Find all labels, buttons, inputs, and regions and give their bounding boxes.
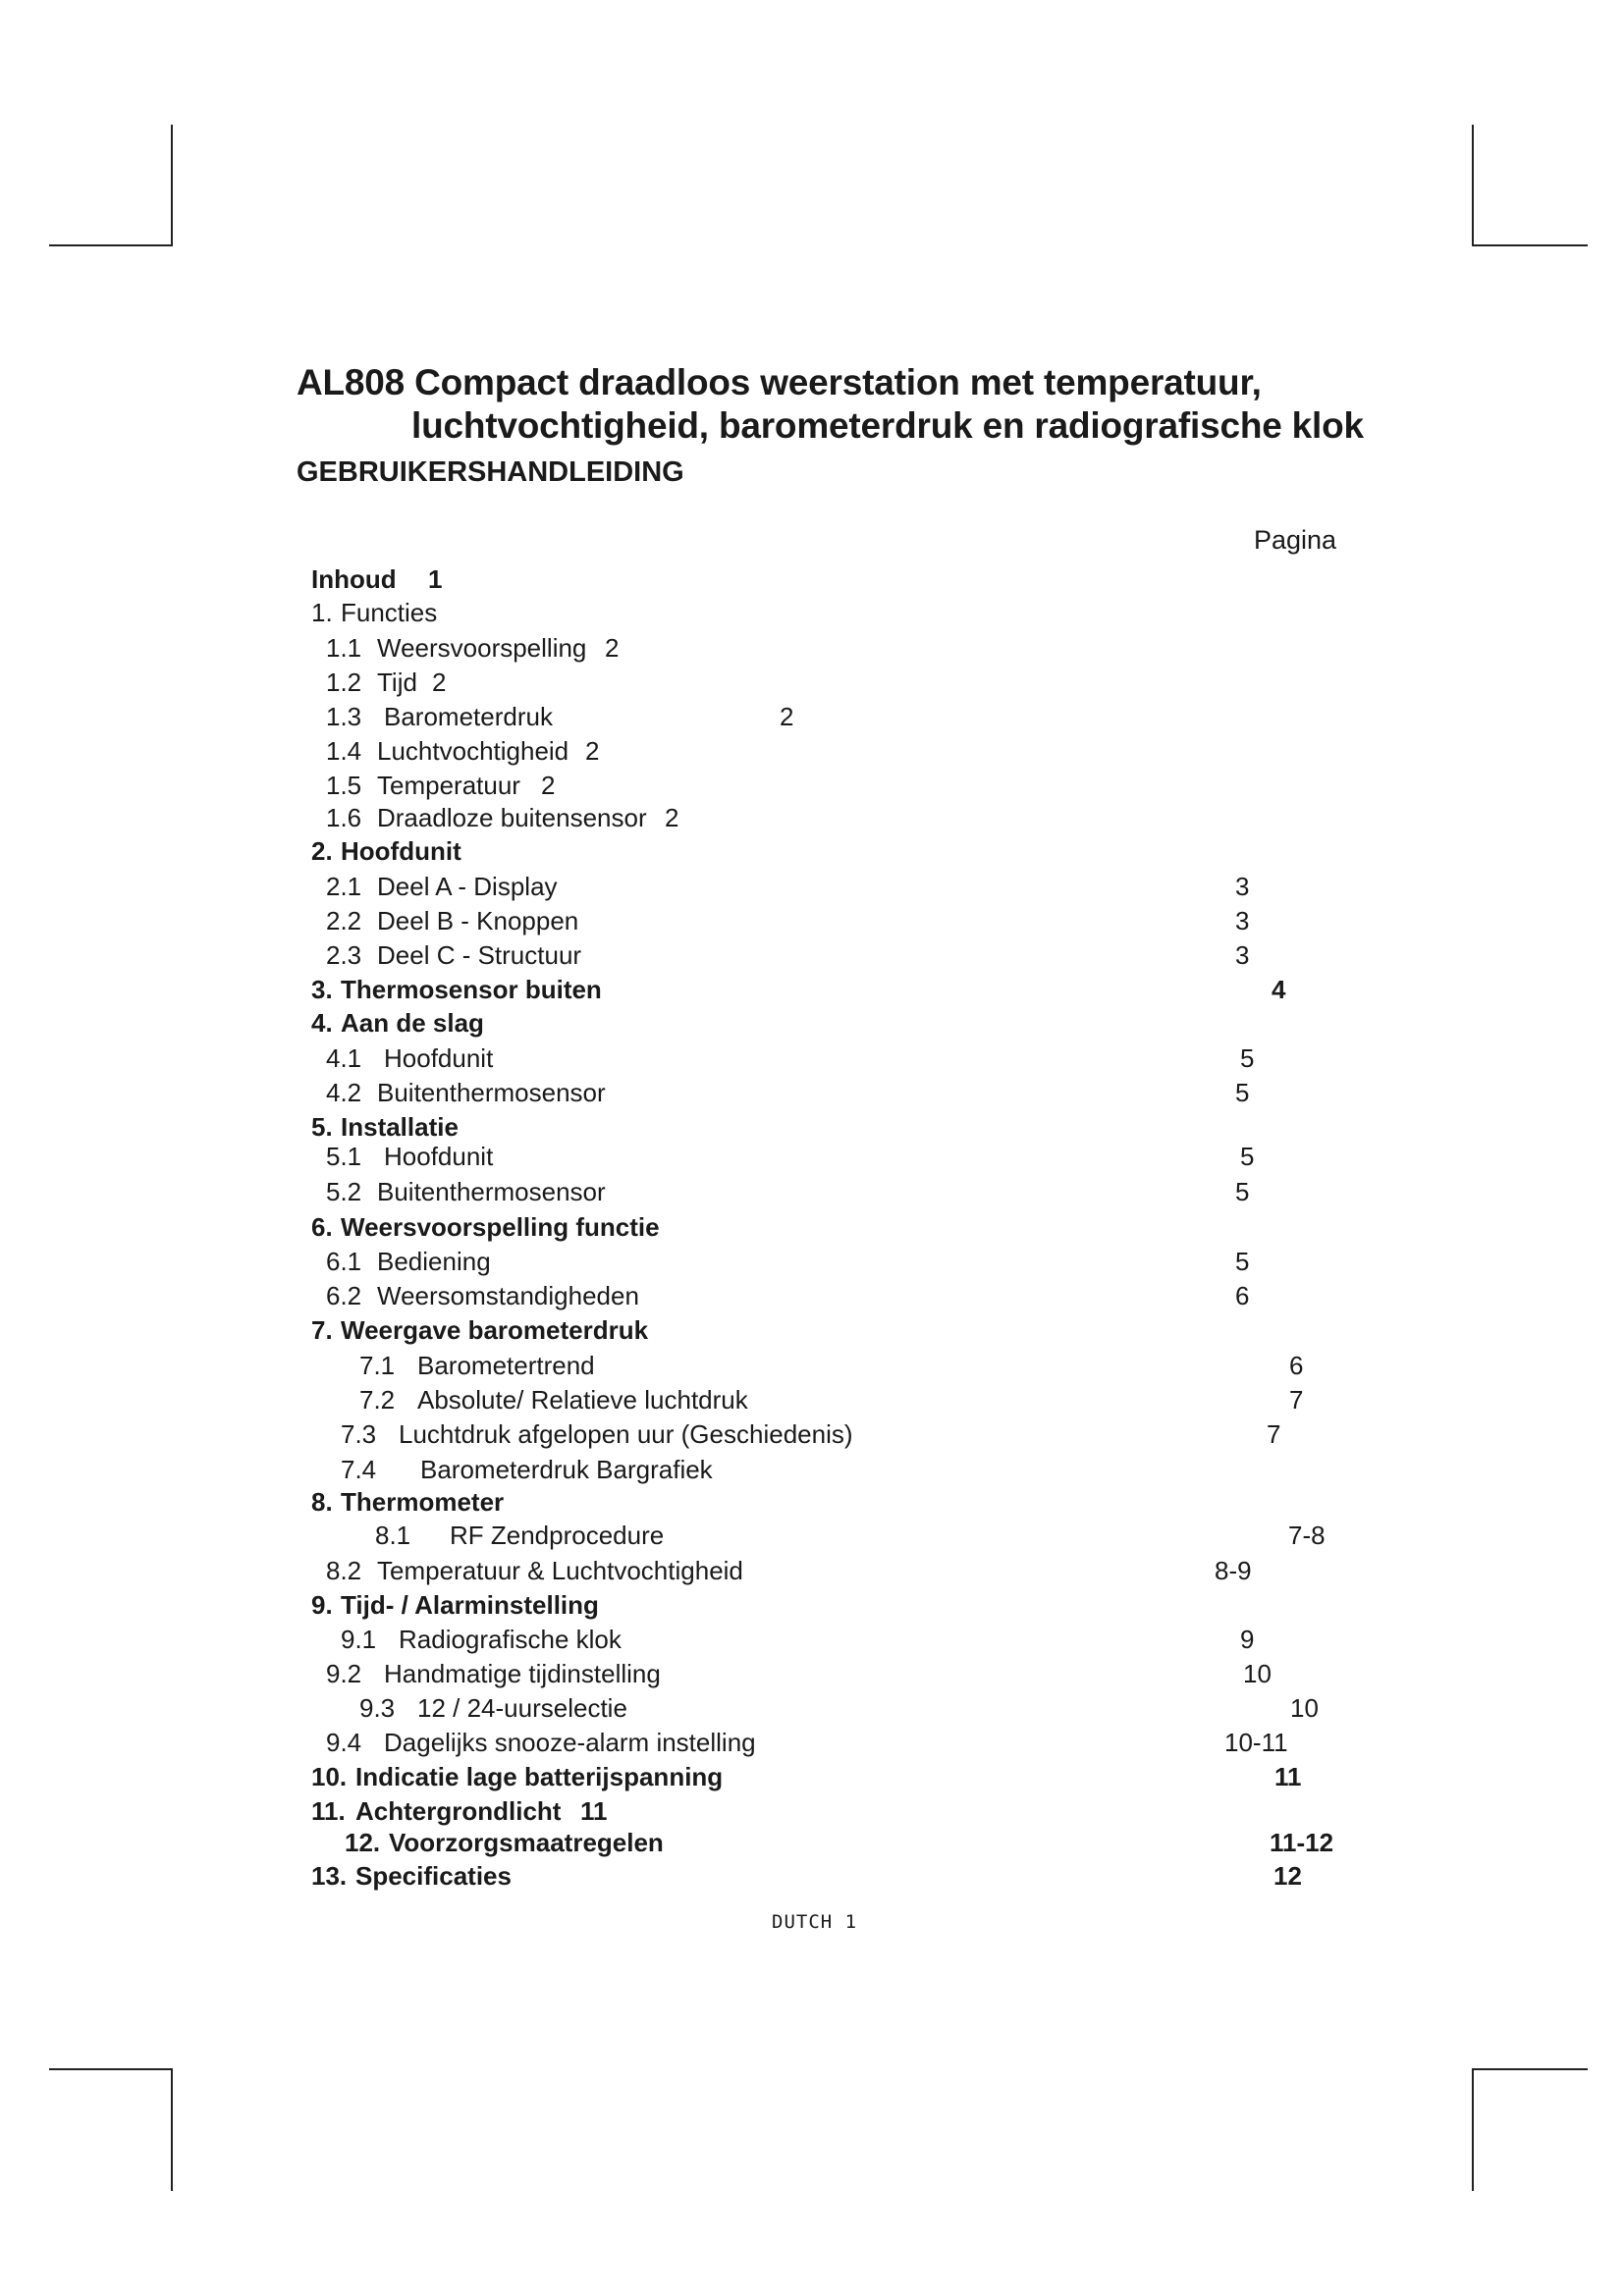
toc-entry-number: 8.1 (375, 1521, 411, 1550)
toc-entry-label: Tijd (377, 667, 417, 697)
toc-entry-label: Dagelijks snooze-alarm instelling (384, 1728, 756, 1757)
toc-entry-number: 5. (311, 1112, 333, 1142)
toc-entry-number: 9.4 (326, 1728, 362, 1757)
toc-entry-label: Deel A - Display (377, 872, 558, 901)
toc-entry-number: 2. (311, 836, 333, 866)
toc-entry-number: 6. (311, 1212, 333, 1242)
toc-entry-page: 1 (428, 564, 443, 594)
toc-entry-page: 2 (605, 633, 620, 663)
toc-entry-label: Draadloze buitensensor (377, 803, 647, 832)
toc-entry-number: 1.5 (326, 771, 362, 800)
toc-entry-number: 12. (345, 1828, 381, 1857)
toc-entry-number: 9.3 (359, 1693, 396, 1723)
toc-entry-label: Barometerdruk Bargrafiek (420, 1455, 713, 1484)
toc-entry-label: Deel B - Knoppen (377, 906, 579, 935)
toc-entry-label: Thermometer (341, 1487, 505, 1517)
toc-entry-number: 1.3 (326, 702, 362, 731)
toc-entry-number: 7.1 (359, 1351, 396, 1380)
toc-entry-label: Radiografische klok (399, 1625, 622, 1654)
toc-entry-page: 4 (1272, 975, 1286, 1004)
toc-entry-label: Luchtvochtigheid (377, 736, 569, 766)
toc-entry-number: 3. (311, 975, 333, 1004)
toc-entry-label: Handmatige tijdinstelling (384, 1659, 661, 1688)
toc-entry-number: 8.2 (326, 1556, 362, 1585)
toc-entry-label: Specificaties (355, 1861, 512, 1891)
toc-entry-number: 5.2 (326, 1177, 362, 1206)
toc-entry-page: 5 (1235, 1247, 1250, 1276)
toc-entry-page: 10-11 (1224, 1728, 1288, 1757)
toc-entry-page: 6 (1235, 1281, 1250, 1310)
toc-entry-page: 5 (1235, 1078, 1250, 1107)
toc-entry-label: Barometertrend (417, 1351, 595, 1380)
toc-entry-number: Inhoud (311, 564, 397, 594)
toc-entry-label: Weersvoorspelling (377, 633, 587, 663)
toc-entry-page: 11 (1274, 1762, 1302, 1791)
toc-entry-label: Bediening (377, 1247, 491, 1276)
toc-entry-number: 4.2 (326, 1078, 362, 1107)
toc-entry-label: Luchtdruk afgelopen uur (Geschiedenis) (399, 1419, 853, 1449)
toc-entry-page: 6 (1289, 1351, 1304, 1380)
toc-entry-number: 4.1 (326, 1043, 362, 1073)
toc-entry-page: 2 (780, 702, 794, 731)
toc-entry-number: 7.4 (341, 1455, 377, 1484)
toc-entry-page: 7 (1289, 1385, 1304, 1415)
toc-entry-page: 2 (541, 771, 556, 800)
toc-entry-page: 9 (1240, 1625, 1255, 1654)
toc-entry-page: 7 (1267, 1419, 1281, 1449)
toc-entry-page: 7-8 (1288, 1521, 1326, 1550)
toc-entry-label: Absolute/ Relatieve luchtdruk (417, 1385, 748, 1415)
toc-entry-page: 5 (1240, 1043, 1255, 1073)
toc-entry-label: Deel C - Structuur (377, 940, 582, 970)
toc-entry-label: Hoofdunit (384, 1142, 494, 1171)
title-line-2: luchtvochtigheid, barometerdruk en radiografische klok (411, 405, 1364, 446)
toc-entry-label: Barometerdruk (384, 702, 553, 731)
toc-entry-number: 8. (311, 1487, 333, 1517)
toc-entry-label: Voorzorgsmaatregelen (389, 1828, 664, 1857)
toc-entry-label: Weergave barometerdruk (341, 1315, 649, 1345)
toc-entry-number: 1.6 (326, 803, 362, 832)
toc-entry-page: 3 (1235, 906, 1250, 935)
toc-entry-page: 11 (580, 1796, 608, 1826)
toc-entry-label: Achtergrondlicht (355, 1796, 562, 1826)
toc-entry-label: RF Zendprocedure (450, 1521, 665, 1550)
toc-entry-number: 9.1 (341, 1625, 377, 1654)
toc-entry-page: 2 (585, 736, 600, 766)
toc-entry-label: Functies (341, 598, 438, 627)
toc-entry-number: 7.3 (341, 1419, 377, 1449)
toc-entry-number: 11. (311, 1796, 346, 1826)
toc-entry-label: Thermosensor buiten (341, 975, 602, 1004)
toc-entry-number: 4. (311, 1008, 333, 1038)
toc-entry-page: 3 (1235, 872, 1250, 901)
toc-entry-label: 12 / 24-uurselectie (417, 1693, 627, 1723)
toc-entry-page: 2 (665, 803, 679, 832)
toc-entry-number: 9. (311, 1590, 333, 1620)
toc-entry-page: 5 (1240, 1142, 1255, 1171)
toc-entry-page: 3 (1235, 940, 1250, 970)
toc-entry-number: 6.1 (326, 1247, 362, 1276)
toc-entry-label: Temperatuur & Luchtvochtigheid (377, 1556, 743, 1585)
toc-entry-label: Weersvoorspelling functie (341, 1212, 660, 1242)
toc-entry-number: 6.2 (326, 1281, 362, 1310)
toc-entry-number: 2.3 (326, 940, 362, 970)
toc-entry-number: 2.1 (326, 872, 362, 901)
toc-entry-number: 13. (311, 1861, 348, 1891)
document-subtitle: GEBRUIKERSHANDLEIDING (297, 456, 684, 488)
toc-entry-page: 5 (1235, 1177, 1250, 1206)
toc-entry-number: 1. (311, 598, 333, 627)
toc-entry-number: 7.2 (359, 1385, 396, 1415)
toc-entry-number: 9.2 (326, 1659, 362, 1688)
toc-entry-label: Hoofdunit (384, 1043, 494, 1073)
toc-entry-label: Hoofdunit (341, 836, 461, 866)
toc-entry-number: 1.1 (326, 633, 362, 663)
toc-entry-page: 2 (432, 667, 447, 697)
toc-entry-label: Aan de slag (341, 1008, 484, 1038)
toc-entry-number: 1.4 (326, 736, 362, 766)
toc-entry-page: 11-12 (1270, 1828, 1334, 1857)
toc-entry-label: Buitenthermosensor (377, 1177, 606, 1206)
toc-entry-number: 2.2 (326, 906, 362, 935)
toc-entry-page: 10 (1290, 1693, 1319, 1723)
title-line-1: AL808 Compact draadloos weerstation met temperatuur, (297, 362, 1262, 402)
toc-entry-number: 7. (311, 1315, 333, 1345)
toc-entry-label: Tijd- / Alarminstelling (341, 1590, 599, 1620)
toc-entry-page: 10 (1243, 1659, 1272, 1688)
toc-entry-label: Installatie (341, 1112, 459, 1142)
toc-entry-number: 1.2 (326, 667, 362, 697)
toc-entry-page: 12 (1273, 1861, 1302, 1891)
toc-entry-label: Buitenthermosensor (377, 1078, 606, 1107)
toc-entry-number: 5.1 (326, 1142, 362, 1171)
toc-entry-number: 10. (311, 1762, 348, 1791)
toc-entry-label: Temperatuur (377, 771, 520, 800)
toc-entry-page: 8-9 (1215, 1556, 1252, 1585)
page-footer: DUTCH 1 (772, 1911, 858, 1933)
toc-entry-label: Indicatie lage batterijspanning (355, 1762, 724, 1791)
page-column-header: Pagina (1254, 525, 1337, 555)
toc-entry-label: Weersomstandigheden (377, 1281, 639, 1310)
